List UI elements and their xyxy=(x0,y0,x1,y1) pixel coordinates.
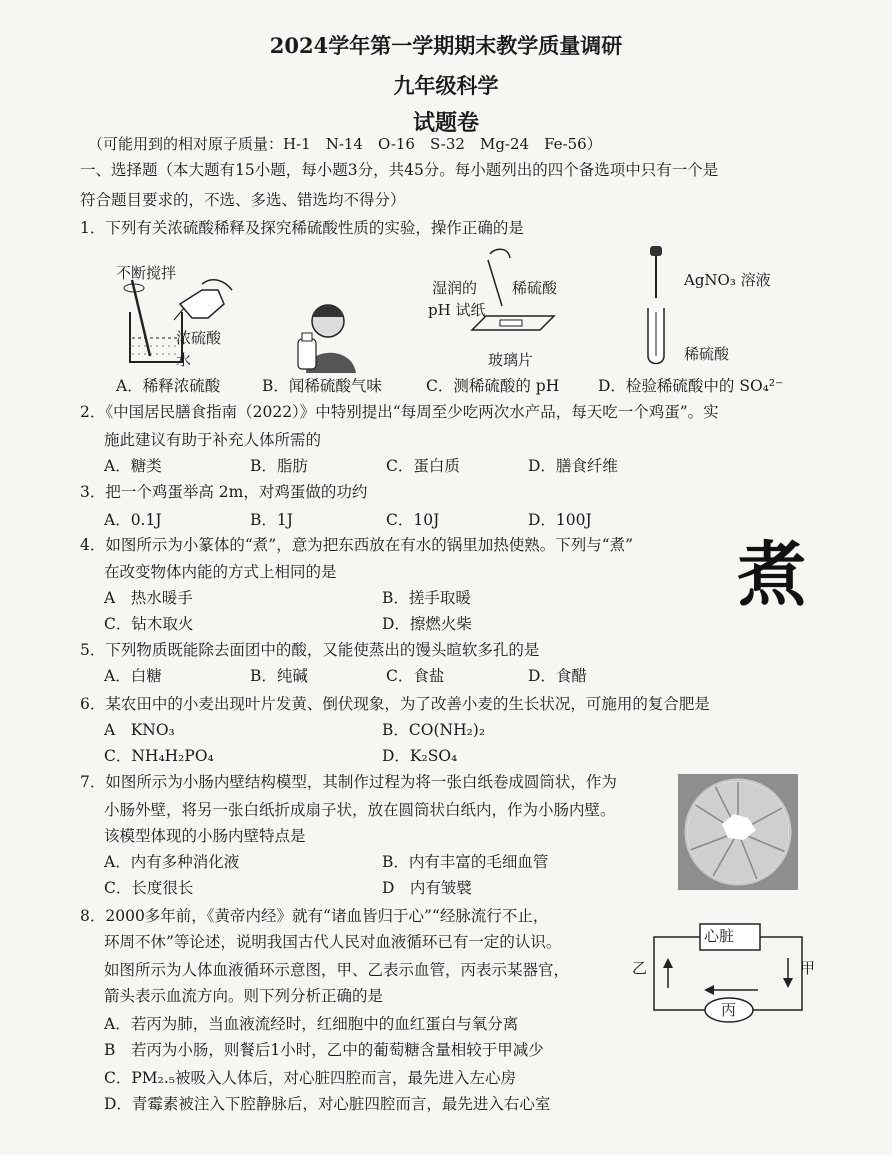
q8-option-b: B 若丙为小肠，则餐后1小时，乙中的葡萄糖含量相较于甲减少 xyxy=(104,1041,544,1059)
q6-option-d: D．K₂SO₄ xyxy=(382,747,458,765)
q4-line1: 4．如图所示为小篆体的“煮”，意为把东西放在有水的锅里加热使熟。下列与“煮” xyxy=(80,536,634,554)
q3-stem: 3．把一个鸡蛋举高 2m，对鸡蛋做的功约 xyxy=(80,483,368,501)
q7-option-d: D 内有皱襞 xyxy=(382,879,472,897)
q5-option-a: A．白糖 xyxy=(104,667,162,685)
diagram-organ-label: 丙 xyxy=(721,1001,737,1019)
q1c-paper-label2: pH 试纸 xyxy=(428,301,486,319)
q2-option-a: A．糖类 xyxy=(104,457,162,475)
q5-stem: 5．下列物质既能除去面团中的酸，又能使蒸出的馒头暄软多孔的是 xyxy=(80,641,540,659)
q7-line2: 小肠外壁，将另一张白纸折成扇子状，放在圆筒状白纸内，作为小肠内壁。 xyxy=(104,801,616,819)
q8-line1: 8．2000多年前，《黄帝内经》就有“诸血皆归于心”“经脉流行不止， xyxy=(80,907,549,925)
q8-line4: 箭头表示血流方向。则下列分析正确的是 xyxy=(104,987,384,1005)
diagram-heart-label: 心脏 xyxy=(704,927,735,945)
q1-option-c: C．测稀硫酸的 pH xyxy=(426,377,560,395)
q1-figure-b xyxy=(290,295,370,375)
q2-option-d: D．膳食纤维 xyxy=(528,457,618,475)
section1-line2: 符合题目要求的，不选、多选、错选均不得分） xyxy=(80,191,406,209)
q1-option-d: D．检验稀硫酸中的 SO₄²⁻ xyxy=(598,377,784,395)
q4-line2: 在改变物体内能的方式上相同的是 xyxy=(104,563,337,581)
q1c-acid-label: 稀硫酸 xyxy=(512,279,558,297)
q8-option-c: C．PM₂.₅被吸入人体后，对心脏四腔而言，最先进入左心房 xyxy=(104,1069,517,1087)
q2-option-b: B．脂肪 xyxy=(250,457,308,475)
exam-subtitle: 九年级科学 xyxy=(393,73,499,98)
q1a-acid-label: 浓硫酸 xyxy=(176,329,222,347)
q4-option-c: C．钻木取火 xyxy=(104,615,194,633)
q3-option-d: D．100J xyxy=(528,511,592,529)
q1d-reagent-label: AgNO₃ 溶液 xyxy=(684,271,771,289)
q7-option-a: A．内有多种消化液 xyxy=(104,853,240,871)
q3-option-a: A．0.1J xyxy=(104,511,162,529)
q1-stem: 1．下列有关浓硫酸稀释及探究稀硫酸性质的实验，操作正确的是 xyxy=(80,219,524,237)
seal-script-glyph: 煮 xyxy=(737,533,807,616)
q4-option-b: B．搓手取暖 xyxy=(382,589,471,607)
q4-option-d: D．擦燃火柴 xyxy=(382,615,472,633)
q1-option-a: A．稀释浓硫酸 xyxy=(116,377,221,395)
q3-option-c: C．10J xyxy=(386,511,440,529)
q5-option-d: D．食醋 xyxy=(528,667,587,685)
q1a-stir-label: 不断搅拌 xyxy=(116,264,177,282)
q4-option-a: A 热水暖手 xyxy=(104,589,193,607)
q7-line3: 该模型体现的小肠内壁特点是 xyxy=(104,827,306,845)
exam-title: 2024学年第一学期期末教学质量调研 xyxy=(269,33,623,58)
diagram-vessel-jia-label: 甲 xyxy=(800,959,816,977)
q1-figure-d xyxy=(640,238,690,368)
q8-line3: 如图所示为人体血液循环示意图，甲、乙表示血管，丙表示某器官， xyxy=(104,961,570,979)
atomic-masses: （可能用到的相对原子质量：H-1 N-14 O-16 S-32 Mg-24 Fe-56） xyxy=(88,135,602,153)
q1-option-b: B．闻稀硫酸气味 xyxy=(262,377,382,395)
q5-option-c: C．食盐 xyxy=(386,667,445,685)
q7-line1: 7．如图所示为小肠内壁结构模型，其制作过程为将一张白纸卷成圆筒状，作为 xyxy=(80,773,617,791)
q1c-paper-label1: 湿润的 xyxy=(432,279,478,297)
q6-option-a: A KNO₃ xyxy=(104,721,175,739)
q1d-acid-label: 稀硫酸 xyxy=(684,345,730,363)
q1c-glass-label: 玻璃片 xyxy=(488,351,534,369)
diagram-vessel-yi-label: 乙 xyxy=(632,959,648,977)
q5-option-b: B．纯碱 xyxy=(250,667,308,685)
q2-line1: 2．《中国居民膳食指南（2022）》中特别提出“每周至少吃两次水产品，每天吃一个鸡蛋”。实 xyxy=(80,403,719,421)
q1a-water-label: 水 xyxy=(176,351,192,369)
q8-option-d: D．青霉素被注入下腔静脉后，对心脏四腔而言，最先进入右心室 xyxy=(104,1095,551,1113)
q1-figure-c xyxy=(460,248,560,348)
q6-stem: 6．某农田中的小麦出现叶片发黄、倒伏现象，为了改善小麦的生长状况，可施用的复合肥是 xyxy=(80,695,710,713)
section1-line1: 一、选择题（本大题有15小题，每小题3分，共45分。每小题列出的四个备选项中只有一个是 xyxy=(80,161,719,179)
q8-option-a: A．若丙为肺，当血液流经时，红细胞中的血红蛋白与氧分离 xyxy=(104,1015,519,1033)
paper-label: 试题卷 xyxy=(412,110,479,136)
q6-option-c: C．NH₄H₂PO₄ xyxy=(104,747,214,765)
q8-line2: 环周不休”等论述，说明我国古代人民对血液循环已有一定的认识。 xyxy=(104,933,562,951)
q3-option-b: B．1J xyxy=(250,511,293,529)
intestine-model-photo xyxy=(678,774,798,890)
q2-option-c: C．蛋白质 xyxy=(386,457,460,475)
q6-option-b: B．CO(NH₂)₂ xyxy=(382,721,486,739)
q2-line2: 施此建议有助于补充人体所需的 xyxy=(104,431,322,449)
q7-option-c: C．长度很长 xyxy=(104,879,194,897)
q7-option-b: B．内有丰富的毛细血管 xyxy=(382,853,549,871)
